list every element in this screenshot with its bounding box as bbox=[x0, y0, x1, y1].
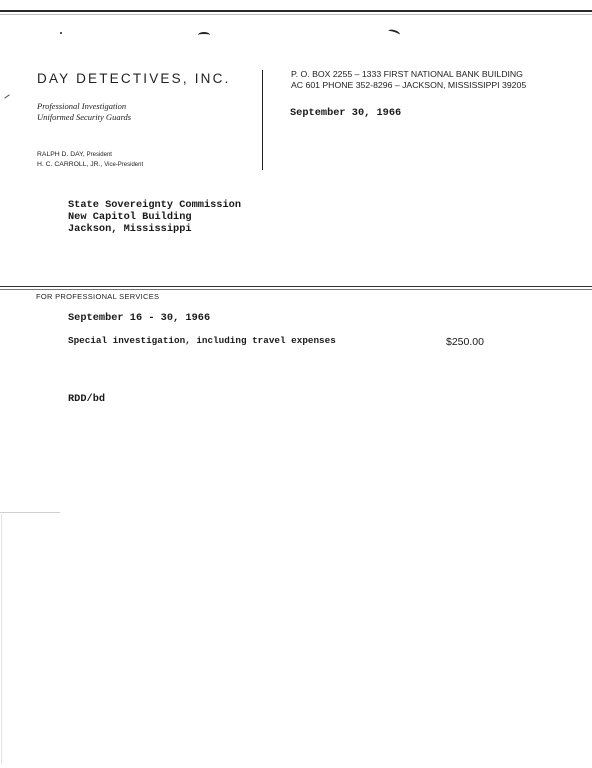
top-border bbox=[0, 10, 592, 12]
officer-vice-president bbox=[37, 161, 143, 168]
speck bbox=[60, 32, 62, 34]
company-name: DAY DETECTIVES, INC. bbox=[37, 71, 231, 86]
section-divider bbox=[0, 286, 592, 287]
line-item-description: Special investigation, including travel expenses bbox=[68, 335, 336, 346]
scan-edge-horizontal bbox=[0, 512, 60, 513]
address-line-2: AC 601 PHONE 352-8296 – JACKSON, MISSISSIPPI 39205 bbox=[291, 80, 527, 90]
scan-edge-vertical bbox=[1, 514, 2, 764]
recipient-line-3: Jackson, Mississippi bbox=[68, 223, 192, 235]
address-line-1: P. O. BOX 2255 – 1333 FIRST NATIONAL BANK BUILDING bbox=[291, 69, 523, 79]
letter-date: September 30, 1966 bbox=[290, 107, 402, 119]
section-divider-shadow bbox=[0, 289, 592, 290]
margin-mark bbox=[4, 94, 9, 98]
line-item-amount: $250.00 bbox=[446, 336, 484, 348]
punch-mark-left bbox=[198, 32, 210, 38]
service-professional-investigation: Professional Investigation bbox=[37, 101, 127, 111]
officer-title: President bbox=[86, 152, 112, 158]
typist-initials: RDD/bd bbox=[68, 393, 106, 405]
recipient-line-2: New Capitol Building bbox=[68, 211, 192, 223]
top-border-shadow bbox=[0, 14, 592, 15]
letterhead-divider bbox=[262, 70, 263, 170]
officer-name: RALPH D. DAY, bbox=[37, 151, 85, 158]
services-section-label: FOR PROFESSIONAL SERVICES bbox=[36, 292, 160, 301]
punch-mark-right bbox=[387, 28, 400, 37]
service-period: September 16 - 30, 1966 bbox=[68, 312, 211, 324]
officer-president bbox=[37, 151, 112, 158]
officer-title: Vice-President bbox=[104, 162, 144, 168]
officer-name: H. C. CARROLL, JR., bbox=[37, 161, 103, 168]
recipient-line-1: State Sovereignty Commission bbox=[68, 199, 242, 211]
service-uniformed-security: Uniformed Security Guards bbox=[37, 112, 132, 122]
